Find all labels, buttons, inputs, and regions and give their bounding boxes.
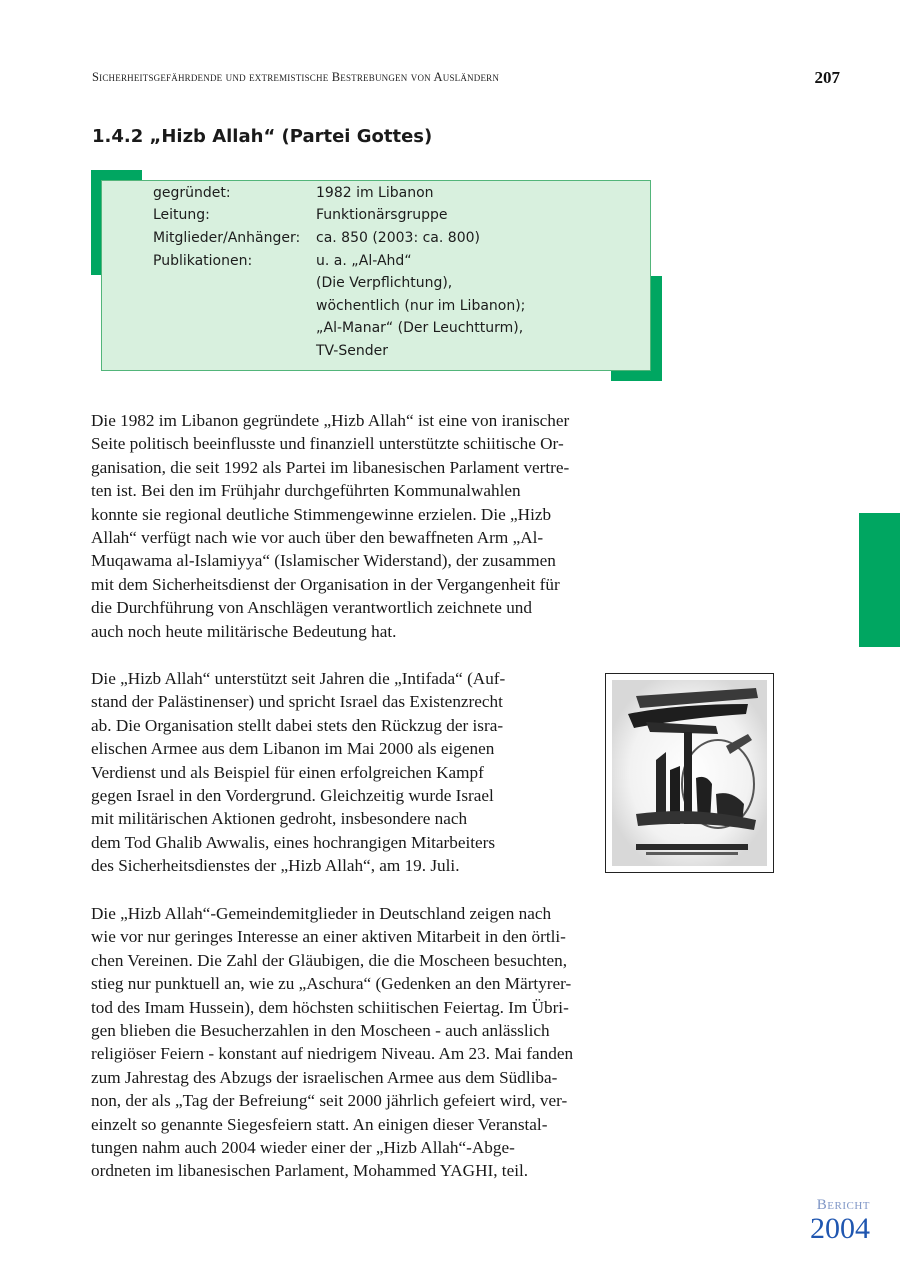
text-line: Muqawama al-Islamiyya“ (Islamischer Widerstand), der zusammen — [91, 551, 556, 571]
text-line: religiöser Feiern - konstant auf niedrigem Niveau. Am 23. Mai fanden — [91, 1044, 574, 1064]
text-line: gen blieben die Besucherzahlen in den Moscheen - auch anlässlich — [91, 1021, 550, 1041]
text-line: tod des Imam Hussein), dem höchsten schiitischen Feiertag. Im Übri- — [91, 997, 569, 1017]
info-box — [101, 180, 651, 371]
info-value: wöchentlich (nur im Libanon); — [316, 298, 526, 314]
text-line: elischen Armee aus dem Libanon im Mai 2000 als eigenen — [91, 739, 495, 759]
text-line: Die „Hizb Allah“-Gemeindemitglieder in Deutschland zeigen nach — [91, 904, 552, 923]
text-line: chen Vereinen. Die Zahl der Gläubigen, die die Moscheen besuchten, — [91, 950, 567, 970]
text-line: stand der Palästinenser) und spricht Israel das Existenzrecht — [91, 692, 503, 712]
section-heading: 1.4.2 „Hizb Allah“ (Partei Gottes) — [92, 126, 433, 147]
text-line: mit militärischen Aktionen gedroht, insbesondere nach — [91, 809, 468, 829]
page-number: 207 — [814, 68, 840, 87]
report-brand-word: Bericht — [816, 1197, 870, 1213]
chapter-tab — [859, 513, 900, 647]
emblem-icon — [606, 674, 773, 872]
text-line: dem Tod Ghalib Awwalis, eines hochrangigen Mitarbeiters — [91, 832, 496, 852]
text-line: stieg nur punktuell an, wie zu „Aschura“ (Gedenken an den Märtyrer- — [91, 974, 572, 994]
info-label: gegründet: — [153, 185, 231, 201]
info-label: Publikationen: — [153, 253, 253, 269]
info-label: Leitung: — [153, 207, 210, 223]
text-line: ab. Die Organisation stellt dabei stets den Rückzug der isra- — [91, 715, 504, 735]
report-brand-year: 2004 — [810, 1212, 870, 1245]
hizb-allah-emblem-image — [605, 673, 774, 873]
info-value: TV-Sender — [316, 343, 388, 359]
info-value: „Al-Manar“ (Der Leuchtturm), — [316, 320, 524, 336]
text-line: mit dem Sicherheitsdienst der Organisation in der Vergangenheit für — [91, 574, 560, 594]
info-value: Funktionärsgruppe — [316, 207, 448, 223]
text-line: Die „Hizb Allah“ unterstützt seit Jahren die „Intifada“ (Auf- — [91, 669, 506, 688]
text-line: Seite politisch beeinflusste und finanziell unterstützte schiitische Or- — [91, 434, 564, 454]
text-line: Allah“ verfügt nach wie vor auch über den bewaffneten Arm „Al- — [91, 528, 544, 548]
text-line: Verdienst und als Beispiel für einen erfolgreichen Kampf — [91, 762, 484, 782]
paragraph-1 — [91, 409, 569, 643]
text-line: gegen Israel in den Vordergrund. Gleichzeitig wurde Israel — [91, 786, 494, 806]
paragraph-3 — [91, 902, 573, 1183]
text-line: ordneten im libanesischen Parlament, Mohammed YAGHI, teil. — [91, 1161, 529, 1181]
text-line: ten ist. Bei den im Frühjahr durchgeführten Kommunalwahlen — [91, 481, 521, 501]
text-line: Die 1982 im Libanon gegründete „Hizb Allah“ ist eine von iranischer — [91, 411, 570, 430]
text-line: wie vor nur geringes Interesse an einer aktiven Mitarbeit in den örtli- — [91, 927, 566, 947]
text-line: non, der als „Tag der Befreiung“ seit 2000 jährlich gefeiert wird, ver- — [91, 1091, 568, 1111]
text-line: zum Jahrestag des Abzugs der israelischen Armee aus dem Südliba- — [91, 1067, 558, 1087]
text-line: des Sicherheitsdienstes der „Hizb Allah“, am 19. Juli. — [91, 856, 460, 876]
text-line: einzelt so genannte Siegesfeiern statt. An einigen dieser Veranstal- — [91, 1114, 548, 1134]
info-value: 1982 im Libanon — [316, 185, 434, 201]
text-line: ganisation, die seit 1992 als Partei im libanesischen Parlament vertre- — [91, 457, 570, 477]
paragraph-2 — [91, 667, 505, 878]
text-line: tungen nahm auch 2004 wieder einer der „Hizb Allah“-Abge- — [91, 1138, 515, 1158]
text-line: konnte sie regional deutliche Stimmengewinne erzielen. Die „Hizb — [91, 504, 552, 524]
info-label: Mitglieder/Anhänger: — [153, 230, 301, 246]
info-value: (Die Verpflichtung), — [316, 275, 453, 291]
info-value: ca. 850 (2003: ca. 800) — [316, 230, 480, 246]
text-line: auch noch heute militärische Bedeutung hat. — [91, 621, 397, 641]
info-value: u. a. „Al-Ahd“ — [316, 253, 412, 269]
text-line: die Durchführung von Anschlägen verantwortlich zeichnete und — [91, 598, 532, 618]
report-brand — [790, 1196, 870, 1244]
running-head: Sicherheitsgefährdende und extremistische Bestrebungen von Ausländern — [92, 70, 500, 84]
